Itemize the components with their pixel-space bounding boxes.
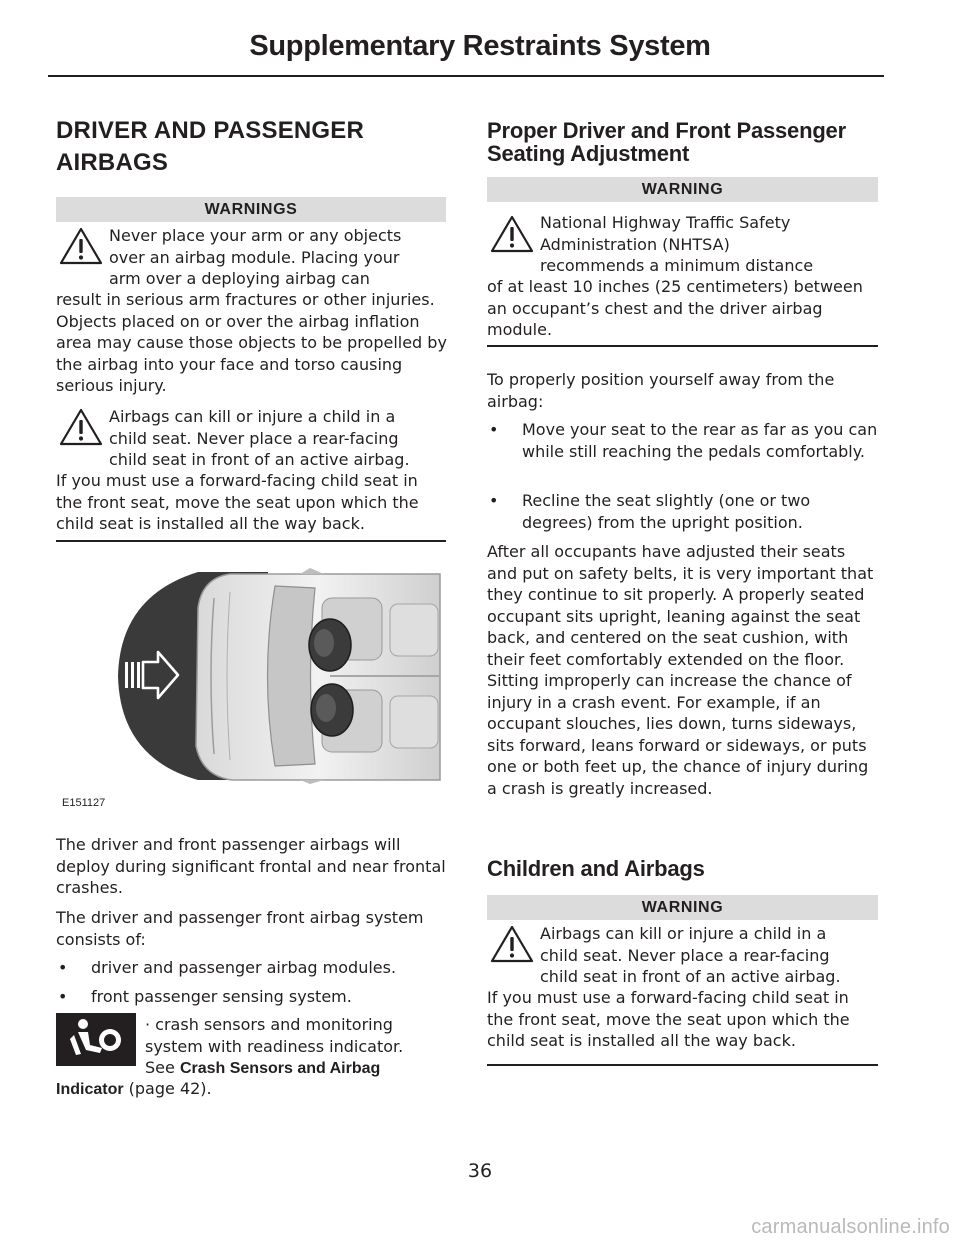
section-heading-line1: DRIVER AND PASSENGER (56, 117, 365, 144)
list-item: • Move your seat to the rear as far as you can while still reaching the pedals comfortably. (489, 420, 878, 461)
warning-2-lead: Airbags can kill or injure a child in a child seat. Never place a rear-facing child seat in front of an active airbag. (109, 407, 410, 469)
page-number: 36 (467, 1160, 493, 1182)
list-item: • front passenger sensing system. (58, 987, 352, 1006)
seating-heading-line2: Seating Adjustment (487, 141, 690, 166)
nhtsa-warning-lead: National Highway Traffic Safety Administration (NHTSA) recommends a minimum distance (540, 213, 814, 275)
nhtsa-warning-text: of at least 10 inches (25 centimeters) between an occupant’s chest and the driver airbag module. (487, 277, 863, 339)
paragraph-system: The driver and passenger front airbag system consists of: (56, 908, 424, 949)
warning-divider (56, 540, 446, 542)
warning-banner: WARNING (487, 177, 878, 202)
list-item: • Recline the seat slightly (one or two degrees) from the upright position. (489, 491, 811, 532)
child-warning-lead: Airbags can kill or injure a child in a child seat. Never place a rear-facing child seat in front of an active airbag. (540, 924, 841, 986)
header-divider (48, 75, 884, 77)
paragraph-deploy: The driver and front passenger airbags will deploy during significant frontal and near frontal crashes. (56, 835, 446, 897)
warning-triangle-icon (489, 214, 535, 254)
warning-triangle-icon (58, 407, 104, 447)
indicator-link[interactable]: Indicator (56, 1081, 124, 1098)
warning-1-text: result in serious arm fractures or other injuries. Objects placed on or over the airbag inflation area may cause those objects to be propelled by the airbag into your face and torso causing serious injury. (56, 290, 447, 395)
watermark: carmanualsonline.info (751, 1216, 950, 1238)
warnings-banner: WARNINGS (56, 197, 446, 222)
children-heading: Children and Airbags (487, 856, 705, 881)
crash-sensors-lead: · crash sensors and monitoring system with readiness indicator. See Crash Sensors and Airbag (145, 1015, 404, 1077)
section-heading-line2: AIRBAGS (56, 149, 169, 176)
figure-code: E151127 (62, 797, 106, 809)
paragraph-position: To properly position yourself away from the airbag: (487, 370, 835, 411)
airbag-indicator-icon (56, 1013, 136, 1066)
crash-sensors-link[interactable]: Crash Sensors and Airbag (179, 1060, 381, 1077)
warning-triangle-icon (489, 924, 535, 964)
warning-divider (487, 345, 878, 347)
list-item: • driver and passenger airbag modules. (58, 958, 397, 977)
crash-sensors-ref: Indicator (page 42). (56, 1079, 212, 1098)
warning-2-text: If you must use a forward-facing child seat in the front seat, move the seat upon which the child seat is installed all the way back. (56, 471, 419, 533)
warning-divider (487, 1064, 878, 1066)
warning-banner: WARNING (487, 895, 878, 920)
page-title: Supplementary Restraints System (249, 30, 711, 62)
seating-heading-line1: Proper Driver and Front Passenger (487, 118, 846, 143)
warning-1-lead: Never place your arm or any objects over an airbag module. Placing your arm over a deploying airbag can (109, 226, 402, 288)
child-warning-text: If you must use a forward-facing child seat in the front seat, move the seat upon which the child seat is installed all the way back. (487, 988, 850, 1050)
warning-triangle-icon (58, 226, 104, 266)
airbag-deployment-illustration (110, 568, 450, 784)
paragraph-occupants: After all occupants have adjusted their seats and put on safety belts, it is very important that they continue to sit properly. A properly seated occupant sits upright, leaning against the seat back, and centered on the seat cushion, with their feet comfortably extended on the floor. Sitting improperly can increase the chance of injury in a crash event. For example, if an occupant slouches, lies down, turns sideways, sits forward, leans forward or sideways, or puts one or both feet up, the chance of injury during a crash is greatly increased. (487, 542, 874, 798)
